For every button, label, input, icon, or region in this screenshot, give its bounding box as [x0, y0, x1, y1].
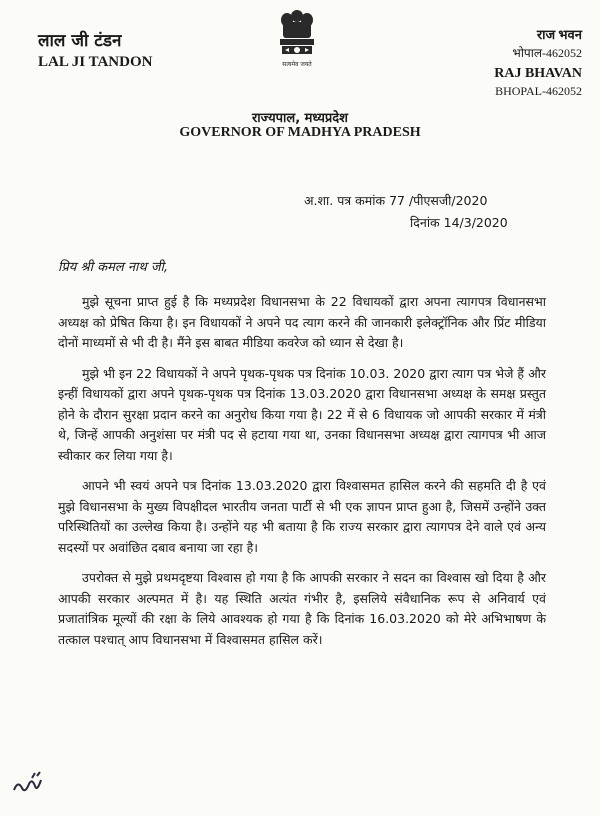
salutation: प्रिय श्री कमल नाथ जी,: [58, 260, 169, 275]
paragraph: मुझे सूचना प्राप्त हुई है कि मध्यप्रदेश विधानसभा के 22 विधायकों द्वारा अपना त्यागपत्र विधानसभा अध्यक्ष को प्रेषित किया है। इन विधायकों ने अपने पद त्याग करने की जानकारी इलेक्ट्रॉनिक और प्रिंट मीडिया दोनों माध्यमों से भी दी है। मैंने इस बाबत मीडिया कवरेज को ध्यान से देखा है।: [58, 294, 546, 350]
city-english: BHOPAL-462052: [495, 84, 582, 98]
emblem-motto: सत्यमेव जयते: [282, 61, 312, 68]
office-english: RAJ BHAVAN: [494, 66, 582, 81]
letter-date: दिनांक 14/3/2020: [410, 215, 508, 230]
sender-name-hindi: लाल जी टंडन: [38, 31, 122, 51]
lion-capital-emblem-icon: [275, 8, 319, 60]
letter-number: अ.शा. पत्र कमांक 77 /पीएसजी/2020: [304, 193, 488, 208]
office-hindi: राज भवन: [536, 27, 582, 42]
sender-name-block: [38, 30, 152, 72]
designation-hindi: राज्यपाल, मध्यप्रदेश: [251, 111, 349, 126]
state-emblem: [272, 8, 322, 69]
letter-reference: [304, 190, 508, 234]
letter-body: [58, 292, 546, 660]
signature-scribble-icon: [10, 770, 50, 800]
handwritten-mark: [10, 770, 50, 804]
sender-name-english: LAL JI TANDON: [38, 54, 153, 70]
designation-english: GOVERNOR OF MADHYA PRADESH: [179, 125, 421, 140]
paragraph: आपने भी स्वयं अपने पत्र दिनांक 13.03.2020 द्वारा विश्वासमत हासिल करने की सहमति दी है एवं मुझे विधानसभा के मुख्य विपक्षीदल भारतीय जनता पार्टी से भी एक ज्ञापन प्राप्त हुआ है, जिसमें उन्होंने उक्त परिस्थितियों का उल्लेख किया है। उन्होंने यह भी बताया है कि राज्य सरकार द्वारा त्यागपत्र देने वाले एवं अन्य सदस्यों पर अवांछित दबाव बनाया जा रहा है।: [58, 478, 546, 555]
paragraph: मुझे भी इन 22 विधायकों ने अपने पृथक-पृथक पत्र दिनांक 10.03. 2020 द्वारा त्याग पत्र भेजे हैं और इन्हीं विधायकों द्वारा अपने पृथक-पृथक पत्र दिनांक 13.03.2020 द्वारा विधानसभा अध्यक्ष के समक्ष प्रस्तुत होने के दौरान सुरक्षा प्रदान करने का अनुरोध किया गया है। 22 में से 6 विधायक जो आपकी सरकार में मंत्री थे, जिन्हें आपकी अनुशंसा पर मंत्री पद से हटाया गया था, उनका विधानसभा अध्यक्ष द्वारा त्यागपत्र भी आज स्वीकार कर लिया गया है।: [58, 365, 546, 463]
office-address-block: [494, 26, 582, 99]
paragraph: उपरोक्त से मुझे प्रथमदृष्टया विश्वास हो गया है कि आपकी सरकार ने सदन का विश्वास खो दिया है और आपकी सरकार अल्पमत में है। यह स्थिति अत्यंत गंभीर है, इसलिये संवैधानिक रूप से अनिवार्य एवं प्रजातांत्रिक मूल्यों की रक्षा के लिये आवश्यक हो गया है कि दिनांक 16.03.2020 को मेरे अभिभाषण के तत्काल पश्चात् आप विधानसभा में विश्वासमत हासिल करें।: [58, 570, 546, 647]
city-hindi: भोपाल-462052: [512, 46, 582, 60]
